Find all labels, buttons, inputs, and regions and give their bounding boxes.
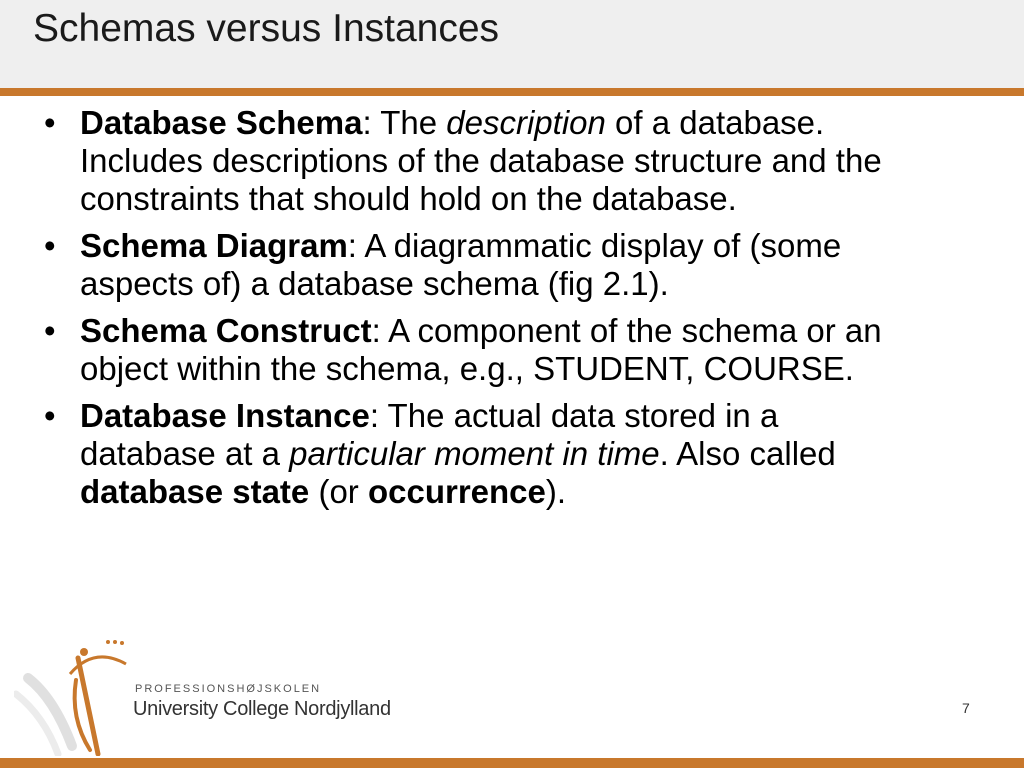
term-database-schema: Database Schema [80,104,363,141]
term-database-instance: Database Instance [80,397,370,434]
bullet-text: : The [362,104,447,141]
bullet-text: : A component of the schema or an object within the schema, e.g., STUDENT, COURSE. [80,312,882,387]
emphasis-particular-moment: particular moment in time [289,435,660,472]
bullet-text: (or [309,473,368,510]
bullet-text: of a database. Includes descriptions of the database structure and the constraints that should hold on the database. [80,104,882,217]
logo-name: University College Nordjylland [133,698,391,720]
bullet-text: ). [545,473,567,510]
figure-logo-icon [14,628,134,756]
bullet-marker: • [44,312,56,349]
title-bar [0,0,1024,88]
bullet-marker: • [44,397,56,434]
bullet-marker: • [44,227,56,264]
bullet-schema-diagram [44,227,904,303]
strong-database-state: database state [80,473,310,510]
term-schema-diagram: Schema Diagram [80,227,348,264]
bullet-database-instance [44,397,904,511]
emphasis-description: description [446,104,606,141]
term-schema-construct: Schema Construct [80,312,372,349]
logo-subtitle: PROFESSIONSHØJSKOLEN [135,683,322,695]
slide-title: Schemas versus Instances [33,7,500,50]
bullet-list [44,104,904,520]
page-number: 7 [962,700,970,716]
bottom-divider [0,758,1024,768]
bullet-schema-construct [44,312,904,388]
bullet-text: : The actual data stored in a database at a [80,397,779,472]
bullet-text: . Also called [659,435,836,472]
bullet-database-schema [44,104,904,218]
strong-occurrence: occurrence [367,473,546,510]
top-divider [0,88,1024,96]
bullet-marker: • [44,104,56,141]
bullet-text: : A diagrammatic display of (some aspects of) a database schema (fig 2.1). [80,227,842,302]
